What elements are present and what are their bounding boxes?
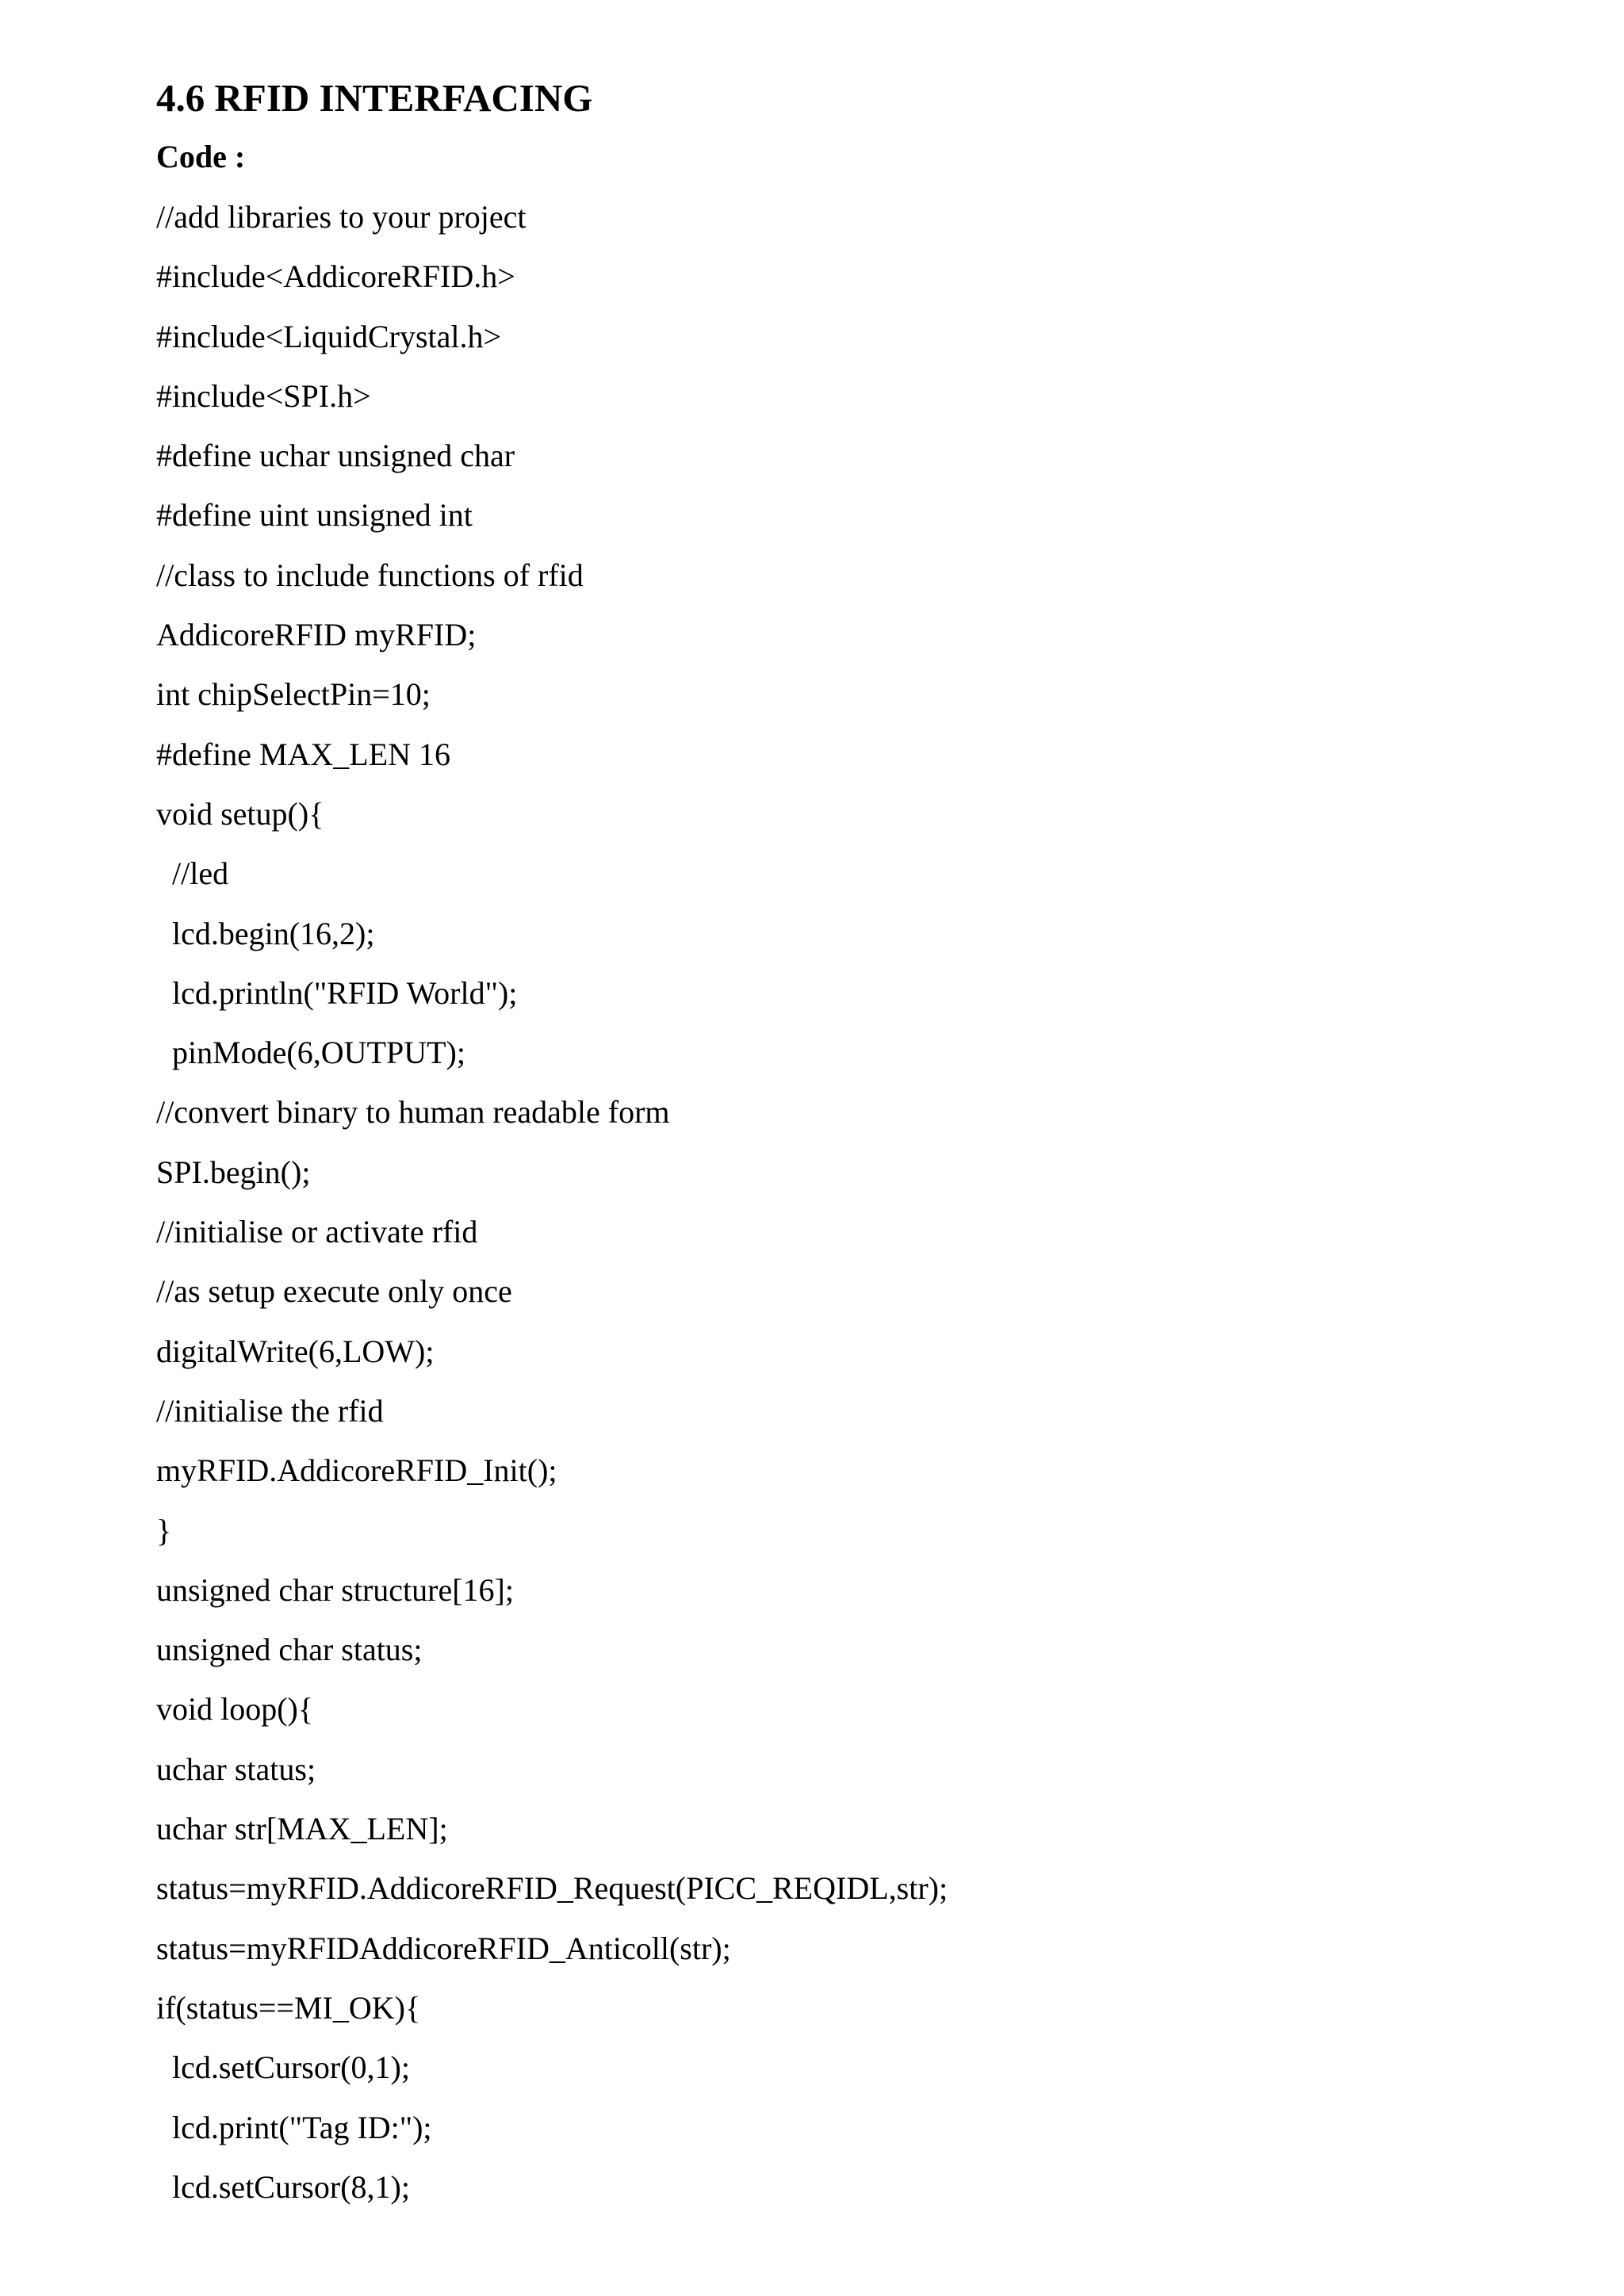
code-line: //led <box>156 855 229 892</box>
code-line: unsigned char structure[16]; <box>156 1571 514 1608</box>
code-line: //initialise or activate rfid <box>156 1214 478 1250</box>
code-line: lcd.print("Tag ID:"); <box>156 2109 432 2145</box>
page-content <box>156 70 1504 2217</box>
code-line: #include<AddicoreRFID.h> <box>156 258 515 295</box>
code-line: lcd.begin(16,2); <box>156 915 375 951</box>
code-line: #include<SPI.h> <box>156 377 371 414</box>
code-subheading: Code : <box>156 139 246 174</box>
code-line: } <box>156 1512 172 1548</box>
code-line: #include<LiquidCrystal.h> <box>156 318 502 354</box>
code-line: AddicoreRFID myRFID; <box>156 617 477 653</box>
code-line: //convert binary to human readable form <box>156 1094 670 1131</box>
code-line: //initialise the rfid <box>156 1392 384 1429</box>
section-title: 4.6 RFID INTERFACING <box>156 76 593 120</box>
code-listing <box>156 187 1504 2217</box>
code-line: lcd.setCursor(8,1); <box>156 2168 410 2205</box>
code-line: uchar str[MAX_LEN]; <box>156 1811 448 1847</box>
code-line: digitalWrite(6,LOW); <box>156 1333 435 1369</box>
code-line: #define uint unsigned int <box>156 497 473 534</box>
code-line: pinMode(6,OUTPUT); <box>156 1035 465 1071</box>
code-line: //as setup execute only once <box>156 1273 512 1310</box>
code-line: status=myRFID.AddicoreRFID_Request(PICC_REQIDL,str); <box>156 1870 948 1907</box>
code-line: if(status==MI_OK){ <box>156 1989 421 2026</box>
code-line: myRFID.AddicoreRFID_Init(); <box>156 1452 557 1489</box>
code-line: int chipSelectPin=10; <box>156 676 431 713</box>
code-line: #define MAX_LEN 16 <box>156 736 451 772</box>
code-line: SPI.begin(); <box>156 1154 311 1190</box>
code-line: //class to include functions of rfid <box>156 557 584 593</box>
code-line: unsigned char status; <box>156 1632 423 1668</box>
code-line: status=myRFIDAddicoreRFID_Anticoll(str); <box>156 1930 731 1966</box>
code-line: uchar status; <box>156 1751 316 1787</box>
code-line: lcd.setCursor(0,1); <box>156 2049 410 2086</box>
code-line: #define uchar unsigned char <box>156 438 515 474</box>
code-line: void loop(){ <box>156 1691 314 1728</box>
code-line: void setup(){ <box>156 795 324 832</box>
code-line: //add libraries to your project <box>156 199 527 235</box>
code-line: lcd.println("RFID World"); <box>156 974 518 1011</box>
